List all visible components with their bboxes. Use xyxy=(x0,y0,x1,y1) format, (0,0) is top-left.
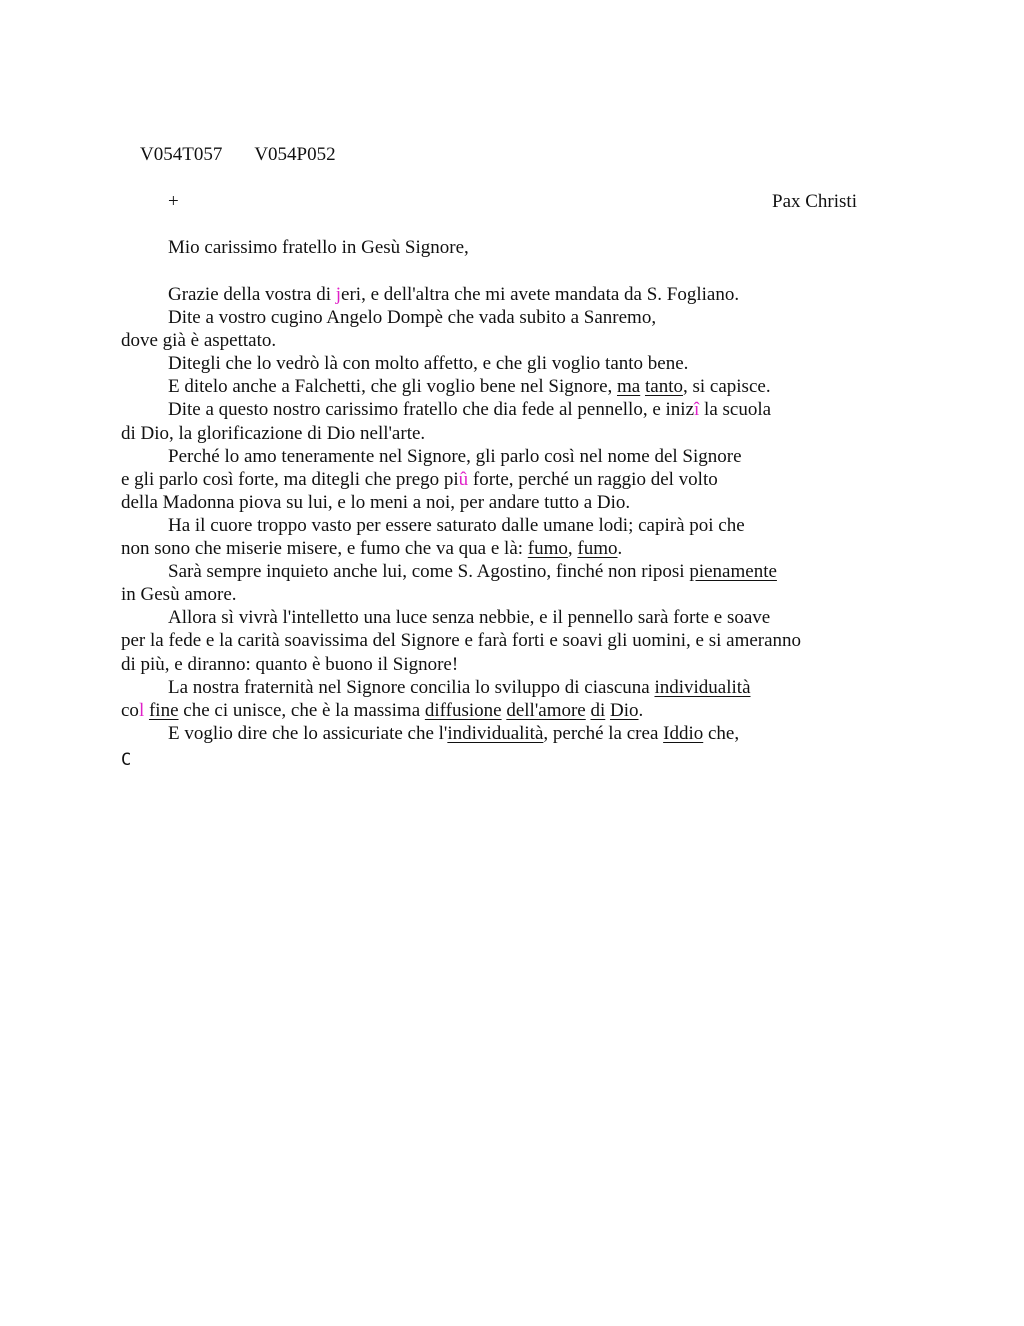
underlined-word: pienamente xyxy=(689,561,777,583)
underlined-word: Iddio xyxy=(663,722,704,744)
text-line: E voglio dire che lo assicuriate che l'individualità, perché la crea Iddio che, xyxy=(168,722,740,744)
pax-christi-heading: Pax Christi xyxy=(772,191,857,212)
text-line: per la fede e la carità soavissima del Signore e farà forti e soavi gli uomini, e si ameranno xyxy=(121,630,802,652)
salutation: Mio carissimo fratello in Gesù Signore, xyxy=(168,237,469,258)
text-line: Dite a vostro cugino Angelo Dompè che vada subito a Sanremo, xyxy=(168,307,657,329)
text-line: della Madonna piova su lui, e lo meni a noi, per andare tutto a Dio. xyxy=(121,491,631,513)
text-line: Grazie della vostra di jeri, e dell'altra che mi avete mandata da S. Fogliano. xyxy=(168,284,740,305)
text-line: in Gesù amore. xyxy=(121,584,237,606)
text-line: Allora sì vivrà l'intelletto una luce senza nebbie, e il pennello sarà forte e soave xyxy=(168,607,771,629)
archive-reference xyxy=(121,122,336,188)
underlined-word: di xyxy=(590,699,606,721)
text-line: E ditelo anche a Falchetti, che gli voglio bene nel Signore, ma tanto, si capisce. xyxy=(168,376,771,398)
text-line: non sono che miserie misere, e fumo che va qua e là: fumo, fumo. xyxy=(121,538,623,560)
text-line: e gli parlo così forte, ma ditegli che prego piû forte, perché un raggio del volto xyxy=(121,468,718,490)
underlined-word: Dio xyxy=(610,699,639,721)
underlined-word: individualità xyxy=(447,722,544,744)
highlighted-char: î xyxy=(694,399,700,421)
text-line: La nostra fraternità nel Signore concilia lo sviluppo di ciascuna individualità xyxy=(168,676,751,698)
underlined-word: ma xyxy=(617,376,641,398)
letter-body xyxy=(121,283,881,745)
underlined-word: fumo xyxy=(527,538,568,560)
text-line: Ditegli che lo vedrò là con molto affetto, e che gli voglio tanto bene. xyxy=(168,353,689,375)
underlined-word: fumo xyxy=(577,538,618,560)
highlighted-char: j xyxy=(335,284,342,305)
text-line: Ha il cuore troppo vasto per essere saturato dalle umane lodi; capirà poi che xyxy=(168,514,745,536)
text-line: Perché lo amo teneramente nel Signore, gli parlo così nel nome del Signore xyxy=(168,445,742,467)
text-line: Dite a questo nostro carissimo fratello che dia fede al pennello, e inizî la scuola xyxy=(168,399,772,421)
cross-mark: + xyxy=(168,191,179,212)
volume-page-code: V054P052 xyxy=(254,144,336,165)
highlighted-char: û xyxy=(458,468,469,490)
text-line: col fine che ci unisce, che è la massima diffusione dell'amore di Dio. xyxy=(121,699,644,721)
underlined-word: tanto xyxy=(644,376,683,398)
text-line: di più, e diranno: quanto è buono il Signore! xyxy=(121,653,459,675)
text-line: dove già è aspettato. xyxy=(121,330,277,352)
text-line: di Dio, la glorificazione di Dio nell'arte. xyxy=(121,422,426,444)
continuation-mark: C xyxy=(121,750,132,770)
underlined-word: dell'amore xyxy=(506,699,586,721)
volume-text-code: V054T057 xyxy=(140,144,223,165)
underlined-word: diffusione xyxy=(424,699,502,721)
text-line: Sarà sempre inquieto anche lui, come S. Agostino, finché non riposi pienamente xyxy=(168,561,777,583)
highlighted-char: l xyxy=(138,699,145,721)
underlined-word: individualità xyxy=(654,676,751,698)
underlined-word: fine xyxy=(148,699,179,721)
